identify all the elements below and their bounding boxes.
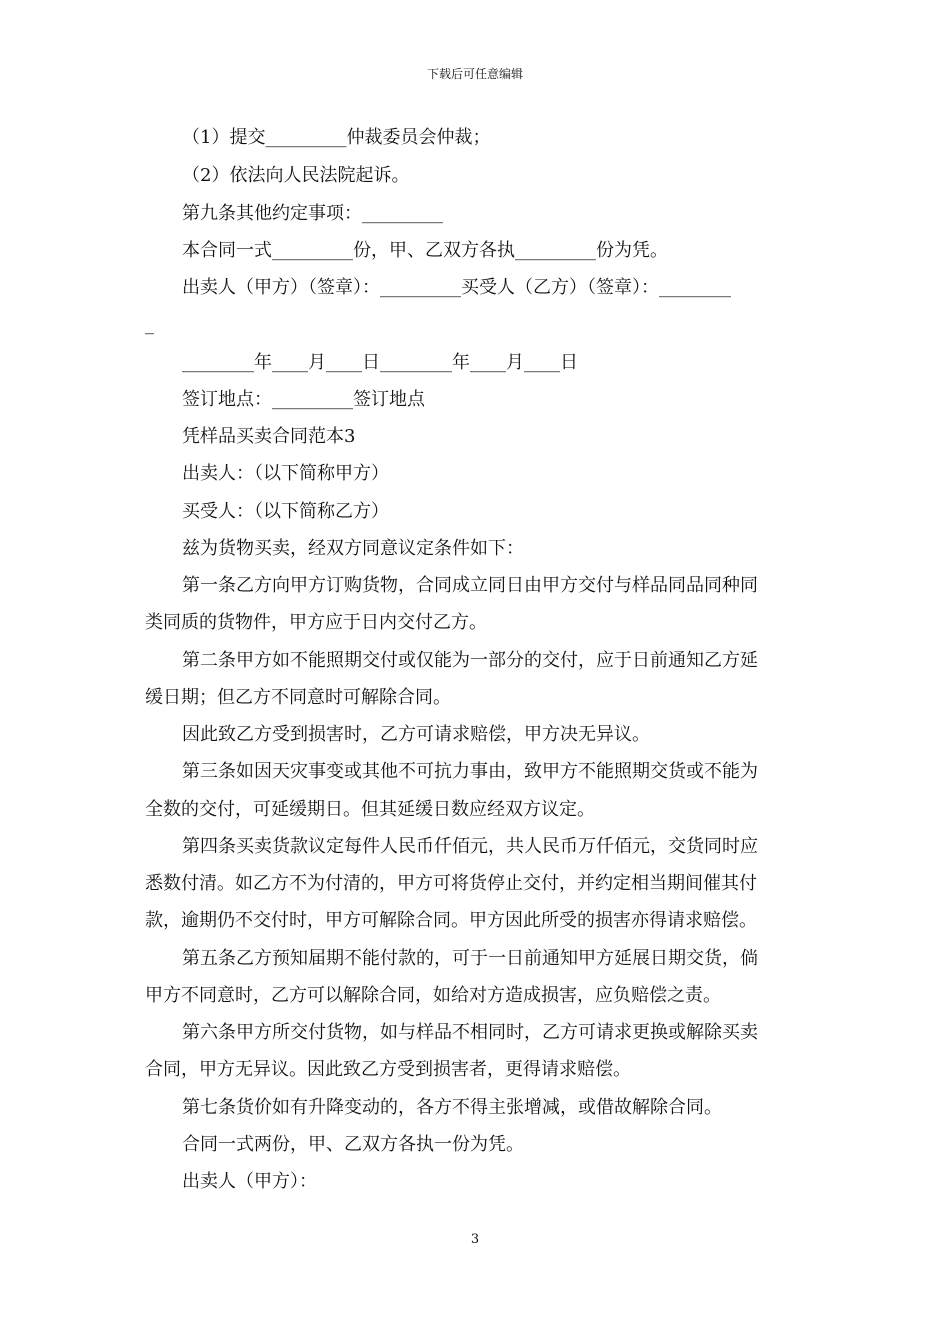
- text-line: 第四条买卖货款议定每件人民币仟佰元，共人民币万仟佰元，交货同时应: [182, 836, 758, 857]
- text-line: ________年____月____日________年____月____日: [182, 352, 578, 373]
- text-line: 第九条其他约定事项：_________: [182, 203, 443, 224]
- text-line: 合同，甲方无异议。因此致乙方受到损害者，更得请求赔偿。: [145, 1059, 631, 1080]
- text-line: 买受人：（以下简称乙方）: [182, 501, 389, 522]
- text-line: （2）依法向人民法院起诉。: [182, 165, 410, 186]
- text-line: 悉数付清。如乙方不为付清的，甲方可将货停止交付，并约定相当期间催其付: [145, 873, 757, 894]
- text-line: 全数的交付，可延缓期日。但其延缓日数应经双方议定。: [145, 799, 595, 820]
- text-line: 本合同一式_________份，甲、乙双方各执_________份为凭。: [182, 240, 668, 261]
- text-line: 出卖人：（以下简称甲方）: [182, 463, 389, 484]
- section-title: 凭样品买卖合同范本3: [182, 426, 356, 447]
- text-line: 签订地点：_________签订地点: [182, 389, 425, 410]
- text-line: 第六条甲方所交付货物，如与样品不相同时，乙方可请求更换或解除买卖: [182, 1022, 758, 1043]
- text-line: 合同一式两份，甲、乙双方各执一份为凭。: [182, 1134, 524, 1155]
- text-line: 第七条货价如有升降变动的，各方不得主张增减，或借故解除合同。: [182, 1097, 722, 1118]
- text-line: _: [145, 314, 154, 335]
- text-line: 类同质的货物件，甲方应于日内交付乙方。: [145, 612, 487, 633]
- text-line: 因此致乙方受到损害时，乙方可请求赔偿，甲方决无异议。: [182, 724, 650, 745]
- text-line: 兹为货物买卖，经双方同意议定条件如下：: [182, 538, 524, 559]
- text-line: 第三条如因天灾事变或其他不可抗力事由，致甲方不能照期交货或不能为: [182, 761, 758, 782]
- text-line: 缓日期；但乙方不同意时可解除合同。: [145, 687, 451, 708]
- page-header: 下载后可任意编辑: [426, 67, 523, 81]
- text-line: （1）提交_________仲裁委员会仲裁；: [182, 127, 491, 148]
- text-line: 出卖人（甲方）（签章）：_________买受人（乙方）（签章）：________: [182, 277, 731, 298]
- text-line: 甲方不同意时，乙方可以解除合同，如给对方造成损害，应负赔偿之责。: [145, 985, 721, 1006]
- text-line: 出卖人（甲方）：: [182, 1171, 317, 1192]
- text-line: 第二条甲方如不能照期交付或仅能为一部分的交付，应于日前通知乙方延: [182, 650, 758, 671]
- text-line: 第一条乙方向甲方订购货物，合同成立同日由甲方交付与样品同品同种同: [182, 575, 758, 596]
- text-line: 第五条乙方预知届期不能付款的，可于一日前通知甲方延展日期交货，倘: [182, 948, 758, 969]
- text-line: 款，逾期仍不交付时，甲方可解除合同。甲方因此所受的损害亦得请求赔偿。: [145, 910, 757, 931]
- page-number: 3: [470, 1232, 480, 1247]
